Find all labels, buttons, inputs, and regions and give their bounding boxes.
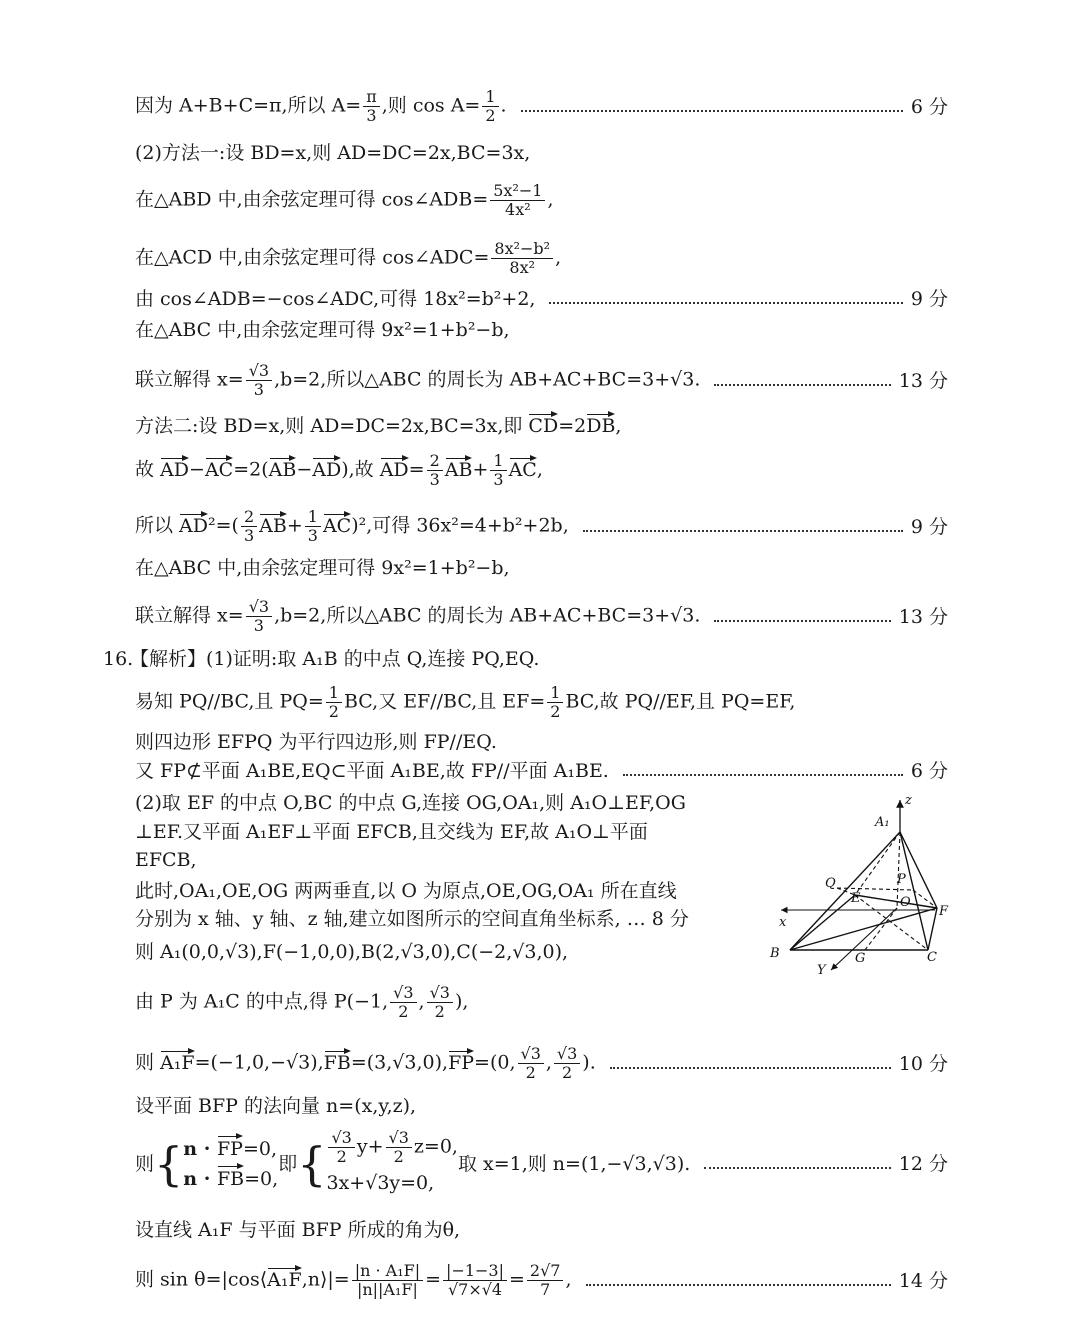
label-C: C xyxy=(927,950,937,965)
numerator: 1 xyxy=(305,508,321,527)
line-22: 则 A₁(0,0,√3),F(−1,0,0),B(2,√3,0),C(−2,√3,0), xyxy=(135,941,569,963)
vector: AC xyxy=(509,456,537,484)
vector: AD xyxy=(179,512,208,540)
equation-row: 3x+√3y=0, xyxy=(326,1171,435,1194)
denominator: 3 xyxy=(307,526,318,545)
denominator: 4x² xyxy=(505,200,531,219)
line-23 xyxy=(135,984,468,1021)
text: ),故 xyxy=(341,458,380,481)
left-brace: { xyxy=(154,1137,184,1191)
numerator: 8x²−b² xyxy=(491,240,553,259)
denominator: 2 xyxy=(562,1063,573,1082)
text: 因为 A+B+C=π,所以 A= xyxy=(135,94,362,117)
vector: AD xyxy=(380,456,409,484)
text: z=0, xyxy=(413,1135,458,1157)
vector: A₁F xyxy=(267,1266,302,1294)
line-9 xyxy=(135,452,543,489)
vector: AB xyxy=(259,512,287,540)
leader-dots xyxy=(623,774,903,776)
text: = xyxy=(509,1268,525,1291)
text: + xyxy=(286,514,303,537)
numerator: 1 xyxy=(547,684,563,703)
text: − xyxy=(189,458,205,481)
leader-dots xyxy=(714,384,890,386)
numerator: √3 xyxy=(554,1045,580,1064)
vector: AC xyxy=(205,456,233,484)
text: 取 x=1,则 n=(1,−√3,√3). xyxy=(457,1153,691,1175)
text: 即 xyxy=(278,1153,298,1175)
label-G: G xyxy=(855,951,866,966)
line-12 xyxy=(135,598,948,635)
text: ,则 cos A= xyxy=(381,94,481,117)
text: , xyxy=(536,458,543,481)
numerator: √3 xyxy=(518,1045,544,1064)
denominator: 3 xyxy=(253,380,264,399)
line-26 xyxy=(135,1128,948,1200)
label-O: O xyxy=(900,895,911,910)
vector: AB xyxy=(445,456,473,484)
leader-dots xyxy=(704,1167,890,1169)
fraction xyxy=(490,182,545,219)
numerator: 2 xyxy=(427,452,443,471)
score: 13 分 xyxy=(898,369,948,392)
text: 故 xyxy=(135,458,161,481)
vector: FB xyxy=(324,1049,351,1077)
fraction xyxy=(490,452,506,489)
score: 12 分 xyxy=(898,1153,948,1175)
label-B: B xyxy=(770,946,780,961)
equation-row xyxy=(183,1164,278,1194)
denominator: 2 xyxy=(550,702,561,721)
denominator: 2 xyxy=(336,1146,347,1166)
equation-system xyxy=(183,1134,278,1194)
line-16 xyxy=(135,757,948,785)
numerator: 5x²−1 xyxy=(490,182,545,201)
numerator: √3 xyxy=(246,598,272,617)
text: 所以 xyxy=(135,514,180,537)
left-brace: { xyxy=(297,1137,327,1191)
denominator: 3 xyxy=(253,616,264,635)
text: =(0, xyxy=(474,1051,516,1074)
line-2: (2)方法一:设 BD=x,则 AD=DC=2x,BC=3x, xyxy=(135,142,531,164)
denominator: 3 xyxy=(493,470,504,489)
leader-dots xyxy=(714,620,890,622)
text: 则 xyxy=(135,1051,161,1074)
score: 8 分 xyxy=(651,908,689,930)
text: , xyxy=(418,990,425,1013)
fraction xyxy=(352,1262,423,1299)
text: 联立解得 x= xyxy=(135,604,244,627)
line-6: 在△ABC 中,由余弦定理可得 9x²=1+b²−b, xyxy=(135,319,510,341)
score: 13 分 xyxy=(898,605,948,628)
fraction xyxy=(527,1262,564,1299)
denominator: 3 xyxy=(243,526,255,545)
line-8 xyxy=(135,412,621,440)
line-10 xyxy=(135,508,948,545)
text: 分别为 x 轴、y 轴、z 轴,建立如图所示的空间直角坐标系, xyxy=(135,908,621,930)
vector: FB xyxy=(217,1164,244,1194)
text: 由 P 为 A₁C 的中点,得 P(−1, xyxy=(135,990,389,1013)
text: ,b=2,所以△ABC 的周长为 AB+AC+BC=3+√3. xyxy=(274,604,701,627)
leader-dots xyxy=(586,1284,891,1286)
vector: AB xyxy=(269,456,297,484)
fraction xyxy=(305,508,321,545)
numerator: |−1−3| xyxy=(443,1262,507,1281)
text: 在△ACD 中,由余弦定理可得 cos∠ADC= xyxy=(135,246,490,269)
label-x: x xyxy=(779,915,787,930)
line-20: 此时,OA₁,OE,OG 两两垂直,以 O 为原点,OE,OG,OA₁ 所在直线 xyxy=(135,880,677,902)
denominator: 3 xyxy=(366,106,377,125)
numerator: |n · A₁F| xyxy=(352,1262,423,1281)
denominator: 2 xyxy=(393,1146,404,1166)
vector: AD xyxy=(312,456,341,484)
denominator: 8x² xyxy=(509,258,536,277)
denominator: 2 xyxy=(485,106,496,125)
score: 9 分 xyxy=(910,288,948,310)
denominator: 7 xyxy=(540,1280,551,1299)
numerator: √3 xyxy=(246,362,272,381)
text: ,b=2,所以△ABC 的周长为 AB+AC+BC=3+√3. xyxy=(274,368,701,391)
text: = xyxy=(425,1268,442,1291)
text: ²=( xyxy=(208,514,239,537)
line-11: 在△ABC 中,由余弦定理可得 9x²=1+b²−b, xyxy=(135,557,510,579)
text: ). xyxy=(582,1051,596,1074)
question-number: 16. xyxy=(103,648,134,670)
denominator: 2 xyxy=(434,1002,445,1021)
label-E: E xyxy=(851,891,861,906)
leader-dots: … xyxy=(626,908,646,930)
text: , xyxy=(615,415,622,437)
vector: A₁F xyxy=(160,1049,195,1077)
score: 6 分 xyxy=(910,95,948,118)
leader-dots xyxy=(521,110,903,112)
score: 6 分 xyxy=(910,760,948,782)
denominator: 3 xyxy=(429,470,440,489)
leader-dots xyxy=(610,1067,891,1069)
fraction xyxy=(326,684,342,721)
numerator: 1 xyxy=(326,684,342,703)
fraction xyxy=(246,598,272,635)
line-1: 因为 A+B+C=π,所以 A= $\frac{\pi}{3}$ ,则 cos A= $\frac{1}{2}$ . 6 分 xyxy=(135,87,948,125)
line-17: (2)取 EF 的中点 O,BC 的中点 G,连接 OG,OA₁,则 A₁O⊥EF,OG xyxy=(135,792,686,814)
line-3: 在△ABD 中,由余弦定理可得 cos∠ADB= $\frac{\text{5x²−1}}{\text{4x²}}$ , xyxy=(135,181,554,219)
text: 则 sin θ=|cos⟨ xyxy=(135,1268,268,1291)
line-14 xyxy=(135,684,795,721)
text: =2 xyxy=(558,415,587,437)
equation-row xyxy=(326,1129,457,1166)
label-P: P xyxy=(897,872,906,887)
fraction xyxy=(328,1129,354,1166)
numerator: √3 xyxy=(386,1129,412,1148)
vector: CD xyxy=(528,412,558,440)
score: 10 分 xyxy=(898,1052,948,1075)
label-A1: A₁ xyxy=(875,815,890,830)
label-Q: Q xyxy=(825,876,836,891)
text: ), xyxy=(454,990,469,1013)
numerator: 2 xyxy=(241,508,257,527)
text: ,n⟩|= xyxy=(301,1268,350,1291)
vector: FP xyxy=(448,1049,474,1077)
text: y+ xyxy=(356,1135,384,1157)
numerator: 1 xyxy=(490,452,506,471)
leader-dots xyxy=(583,530,903,532)
text: =0, xyxy=(244,1168,279,1190)
numerator: √3 xyxy=(427,984,453,1003)
text: 联立解得 x= xyxy=(135,368,244,391)
text: 在△ABD 中,由余弦定理可得 cos∠ADB= xyxy=(135,188,489,211)
fraction xyxy=(427,452,443,489)
text: = xyxy=(408,458,425,481)
fraction xyxy=(386,1129,412,1166)
fraction xyxy=(427,984,453,1021)
line-25: 设平面 BFP 的法向量 n=(x,y,z), xyxy=(135,1095,417,1117)
numerator: √3 xyxy=(328,1129,354,1148)
label-Y: Y xyxy=(817,963,826,975)
equation-system xyxy=(326,1129,457,1200)
text: − xyxy=(296,458,313,481)
denominator: 2 xyxy=(398,1002,409,1021)
text: , xyxy=(545,1051,552,1074)
fraction xyxy=(443,1262,507,1299)
denominator: 2 xyxy=(525,1063,536,1082)
denominator: √7×√4 xyxy=(447,1280,503,1299)
line-7 xyxy=(135,362,948,399)
vector: AC xyxy=(323,512,351,540)
denominator: |n||A₁F| xyxy=(356,1280,418,1299)
text: 由 cos∠ADB=−cos∠ADC,可得 18x²=b²+2, xyxy=(135,288,536,310)
line-21 xyxy=(135,905,689,933)
score: 9 分 xyxy=(910,515,948,538)
text: n · xyxy=(183,1138,217,1160)
label-z: z xyxy=(905,793,912,808)
text: 易知 PQ//BC,且 PQ= xyxy=(135,690,324,713)
equation-row xyxy=(183,1134,278,1164)
text: )²,可得 36x²=4+b²+2b, xyxy=(351,514,569,537)
fraction xyxy=(390,984,416,1021)
fraction xyxy=(547,684,563,721)
denominator: 2 xyxy=(328,702,339,721)
text: =(3,√3,0), xyxy=(350,1051,449,1074)
numerator: π xyxy=(363,88,380,107)
fraction xyxy=(241,508,257,545)
fraction xyxy=(482,88,498,125)
line-27: 设直线 A₁F 与平面 BFP 所成的角为θ, xyxy=(135,1219,461,1241)
score: 14 分 xyxy=(898,1269,948,1292)
fraction xyxy=(246,362,272,399)
fraction xyxy=(363,88,380,125)
line-15: 则四边形 EFPQ 为平行四边形,则 FP//EQ. xyxy=(135,731,497,753)
text: BC,故 PQ//EF,且 PQ=EF, xyxy=(565,690,796,713)
numerator: 2√7 xyxy=(527,1262,564,1281)
label-F: F xyxy=(939,904,949,919)
numerator: √3 xyxy=(390,984,416,1003)
fraction xyxy=(518,1045,544,1082)
vector: FP xyxy=(217,1134,243,1164)
geometry-diagram xyxy=(765,790,965,975)
line-24 xyxy=(135,1045,948,1082)
line-19: EFCB, xyxy=(135,849,197,871)
vector: DB xyxy=(586,412,615,440)
line-4: 在△ACD 中,由余弦定理可得 cos∠ADC= $\frac{\text{8x²−b²}}{\text{8x²}}$ , xyxy=(135,239,562,277)
vector: AD xyxy=(160,456,189,484)
text: 又 FP⊄平面 A₁BE,EQ⊂平面 A₁BE,故 FP//平面 A₁BE. xyxy=(135,760,609,782)
text: BC,又 EF//BC,且 EF= xyxy=(343,690,546,713)
text: =2( xyxy=(233,458,269,481)
line-18: ⊥EF.又平面 A₁EF⊥平面 EFCB,且交线为 EF,故 A₁O⊥平面 xyxy=(135,821,648,843)
text: =(−1,0,−√3), xyxy=(194,1051,324,1074)
text: 方法二:设 BD=x,则 AD=DC=2x,BC=3x,即 xyxy=(135,415,529,437)
numerator: 1 xyxy=(482,88,498,107)
text: =0, xyxy=(242,1138,277,1160)
fraction xyxy=(554,1045,580,1082)
line-28 xyxy=(135,1262,948,1299)
line-13: 【解析】(1)证明:取 A₁B 的中点 Q,连接 PQ,EQ. xyxy=(130,648,540,670)
text: n · xyxy=(183,1168,217,1190)
fraction xyxy=(491,240,553,277)
text: , xyxy=(565,1268,572,1291)
leader-dots xyxy=(549,302,902,304)
text: 则 xyxy=(135,1153,155,1175)
text: + xyxy=(472,458,489,481)
line-5 xyxy=(135,285,948,313)
